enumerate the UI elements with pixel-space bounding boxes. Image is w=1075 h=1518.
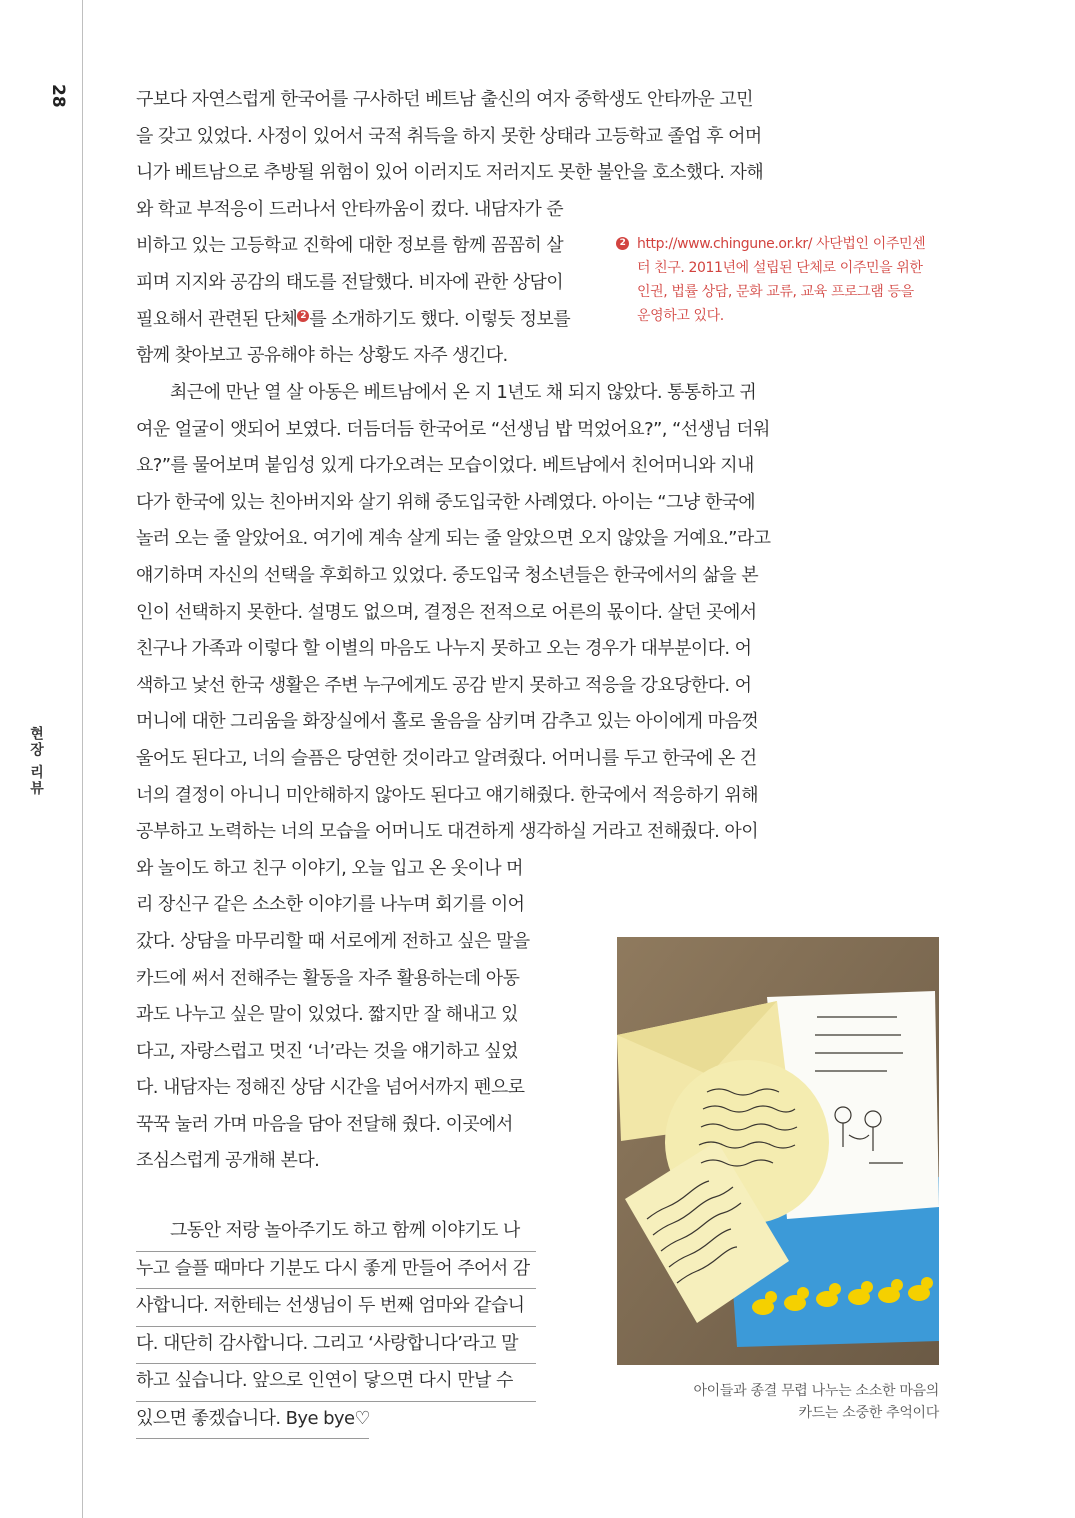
cards-photo	[617, 937, 939, 1365]
text-fragment: 필요해서 관련된 단체	[136, 308, 298, 330]
footnote-line: 운영하고 있다.	[637, 308, 724, 324]
text-fragment: 를 소개하기도 했다. 이렇듯 정보를	[309, 308, 570, 330]
footnote-number: 2	[616, 237, 629, 250]
section-label: 현장 리뷰	[28, 726, 44, 797]
text-line: 여운 얼굴이 앳되어 보였다. 더듬더듬 한국어로 “선생님 밥 먹었어요?”, “선생님 더워	[136, 418, 770, 440]
letter-line: 하고 싶습니다. 앞으로 인연이 닿으면 다시 만날 수	[136, 1364, 536, 1402]
text-line: 너의 결정이 아니니 미안해하지 않아도 된다고 얘기해줬다. 한국에서 적응하기 위해	[136, 784, 759, 806]
text-line: 카드에 써서 전해주는 활동을 자주 활용하는데 아동	[136, 967, 520, 989]
footnote-marker[interactable]: 2	[297, 310, 309, 322]
footnote-line[interactable]: http://www.chingune.or.kr/ 사단법인 이주민센	[637, 236, 926, 252]
letter-line: 다. 대단히 감사합니다. 그리고 ‘사랑합니다’라고 말	[136, 1327, 536, 1365]
text-line: 와 학교 부적응이 드러나서 안타까움이 컸다. 내담자가 준	[136, 198, 564, 220]
text-line: 공부하고 노력하는 너의 모습을 어머니도 대견하게 생각하실 거라고 전해줬다. 아이	[136, 821, 759, 843]
text-line: 놀러 오는 줄 알았어요. 여기에 계속 살게 되는 줄 알았으면 오지 않았을 거예요.”라고	[136, 528, 771, 550]
text-line: 함께 찾아보고 공유해야 하는 상황도 자주 생긴다.	[136, 345, 508, 367]
text-line: 피며 지지와 공감의 태도를 전달했다. 비자에 관한 상담이	[136, 271, 564, 293]
footnote	[616, 232, 946, 328]
letter-line: 그동안 저랑 놀아주기도 하고 함께 이야기도 나	[136, 1214, 536, 1252]
text-line: 인이 선택하지 못한다. 설명도 없으며, 결정은 전적으로 어른의 몫이다. 살던 곳에서	[136, 601, 757, 623]
cards-illustration	[617, 937, 939, 1365]
text-line: 울어도 된다고, 너의 슬픔은 당연한 것이라고 알려줬다. 어머니를 두고 한국에 온 건	[136, 747, 757, 769]
text-line: 다. 내담자는 정해진 상담 시간을 넘어서까지 펜으로	[136, 1077, 525, 1099]
text-line: 다고, 자랑스럽고 멋진 ‘너’라는 것을 얘기하고 싶었	[136, 1040, 518, 1062]
footnote-line: 인권, 법률 상담, 문화 교류, 교육 프로그램 등을	[637, 284, 914, 300]
text-line: 을 갖고 있었다. 사정이 있어서 국적 취득을 하지 못한 상태라 고등학교 졸업 후 어머	[136, 125, 762, 147]
text-line: 색하고 낯선 한국 생활은 주변 누구에게도 공감 받지 못하고 적응을 강요당한다. 어	[136, 674, 752, 696]
text-line: 머니에 대한 그리움을 화장실에서 홀로 울음을 삼키며 감추고 있는 아이에게 마음껏	[136, 711, 759, 733]
text-line: 얘기하며 자신의 선택을 후회하고 있었다. 중도입국 청소년들은 한국에서의 삶을 본	[136, 564, 759, 586]
text-line: 와 놀이도 하고 친구 이야기, 오늘 입고 온 옷이나 머	[136, 857, 523, 879]
photo-caption	[617, 1380, 939, 1424]
text-line: 조심스럽게 공개해 본다.	[136, 1150, 320, 1172]
quoted-letter	[136, 1214, 536, 1439]
margin-rule	[82, 0, 83, 1518]
text-line: 구보다 자연스럽게 한국어를 구사하던 베트남 출신의 여자 중학생도 안타까운 고민	[136, 89, 753, 110]
text-line: 다가 한국에 있는 친아버지와 살기 위해 중도입국한 사례였다. 아이는 “그냥 한국에	[136, 491, 756, 513]
letter-line: 사합니다. 저한테는 선생님이 두 번째 엄마와 같습니	[136, 1289, 536, 1327]
text-line: 친구나 가족과 이렇다 할 이별의 마음도 나누지 못하고 오는 경우가 대부분이다. 어	[136, 638, 752, 660]
page-number: 28	[48, 84, 68, 108]
text-line: 과도 나누고 싶은 말이 있었다. 짧지만 잘 해내고 있	[136, 1004, 518, 1026]
text-line: 갔다. 상담을 마무리할 때 서로에게 전하고 싶은 말을	[136, 930, 530, 952]
text-line: 비하고 있는 고등학교 진학에 대한 정보를 함께 꼼꼼히 살	[136, 235, 564, 257]
body-paragraph-1	[136, 82, 763, 375]
footnote-line: 터 친구. 2011년에 설립된 단체로 이주민을 위한	[637, 260, 923, 276]
letter-line: 있으면 좋겠습니다. Bye bye♡	[136, 1402, 369, 1440]
letter-line: 누고 슬플 때마다 기분도 다시 좋게 만들어 주어서 감	[136, 1252, 536, 1290]
text-line: 꾹꾹 눌러 가며 마음을 담아 전달해 줬다. 이곳에서	[136, 1113, 513, 1135]
text-line: 요?”를 물어보며 붙임성 있게 다가오려는 모습이었다. 베트남에서 친어머니와 지내	[136, 455, 754, 477]
caption-line: 카드는 소중한 추억이다	[798, 1405, 939, 1421]
text-line: 니가 베트남으로 추방될 위험이 있어 이러지도 저러지도 못한 불안을 호소했다. 자해	[136, 162, 764, 184]
text-line: 리 장신구 같은 소소한 이야기를 나누며 회기를 이어	[136, 894, 525, 916]
text-line: 최근에 만난 열 살 아동은 베트남에서 온 지 1년도 채 되지 않았다. 통통하고 귀	[170, 382, 757, 403]
caption-line: 아이들과 종결 무렵 나누는 소소한 마음의	[693, 1383, 939, 1399]
